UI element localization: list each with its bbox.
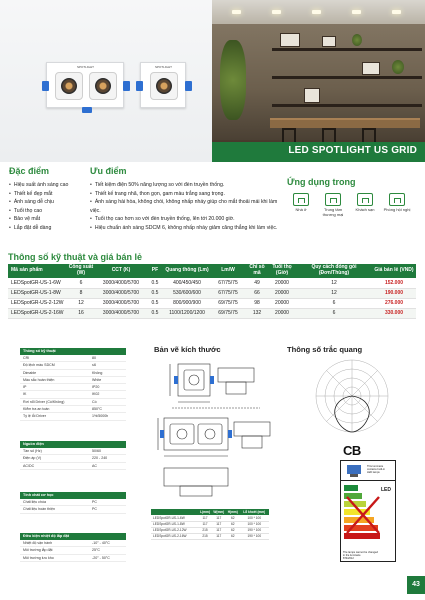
list-item: • Bảo vệ mắt <box>9 215 79 224</box>
spec-row: Độ lệch màu SDCM ≤6 <box>20 362 126 369</box>
cb-certification-mark: CB <box>343 443 361 458</box>
energy-label: This luminaire contains built-in LED lamps LED The lamps cannot be changed in the luminaire 874/2012 <box>340 460 396 562</box>
applications-title: Ứng dụng trong <box>287 177 356 187</box>
list-item: • Tuổi thọ cao <box>9 207 79 216</box>
spec-row: Nhiệt độ vận hành -10° - 40°C <box>20 540 126 547</box>
table-header-row: L(mm) W(mm) H(mm) Lỗ khoét (mm) <box>151 509 269 515</box>
app-meeting-room: Phòng hội nghị <box>382 193 412 213</box>
price: 190.000 <box>372 288 416 298</box>
shopping-mall-icon <box>325 193 341 206</box>
spec-row: Tỷ lệ lỗi Driver 1%/5000h <box>20 413 126 420</box>
list-item: • Thiết kế đẹp mắt <box>9 190 79 199</box>
list-item: • Tuổi thọ cao hơn so với đèn truyền thống, lên tới 20.000 giờ. <box>90 215 286 224</box>
box-power <box>20 441 126 470</box>
meeting-room-icon <box>389 193 405 206</box>
dimension-table <box>151 509 269 540</box>
spec-row: Màu sắc hoàn thiện White <box>20 377 126 384</box>
features-title: Đặc điểm <box>9 166 50 176</box>
list-item: • Hiệu suất ánh sáng cao <box>9 181 79 190</box>
advantages-title: Ưu điểm <box>90 166 127 176</box>
table-row: LEDSpotGR-US-2-12W 215 117 62 190 * 100 <box>151 527 269 533</box>
photometric-title: Thông số trắc quang <box>287 345 363 354</box>
banner <box>212 142 425 162</box>
price: 152.000 <box>372 278 416 288</box>
applications-icons <box>286 193 416 221</box>
hotel-icon <box>357 193 373 206</box>
table-row: LEDSpotGR-US-2-16W 215 117 62 190 * 100 <box>151 533 269 539</box>
photometric-polar-diagram <box>298 356 406 438</box>
list-item: • Hiệu chuẩn ánh sáng SDCM 6, không nhấp nháy giảm căng thẳng khi làm việc. <box>90 224 286 233</box>
interior-photo <box>212 0 425 162</box>
product-tag: SPOTLIGHT <box>155 65 173 69</box>
col-header: Quy cách đóng gói (Đơn/Thùng) <box>296 264 372 278</box>
spec-price-table <box>8 264 416 319</box>
app-hotel: Khách sạn <box>350 193 380 213</box>
energy-label-letter: LED <box>381 487 391 493</box>
table-row: LEDSpotGR-US-2-12W 12 3000/4000/5700 0.5 800/900/900 69/75/75 98 20000 6 276.000 <box>8 298 416 308</box>
features-list <box>9 181 79 233</box>
dimension-drawing <box>150 360 280 505</box>
spec-row: Chất liệu chóa PC <box>20 499 126 506</box>
table-row: LEDSpotGR-US-1-8W 8 3000/4000/5700 0.5 530/600/600 67/75/75 66 20000 12 190.000 <box>8 288 416 298</box>
spec-row: CRI 80 <box>20 355 126 362</box>
col-header: Quang thông (Lm) <box>164 264 210 278</box>
advantages-list <box>90 181 286 233</box>
page-number: 43 <box>407 576 425 594</box>
table-row: LEDSpotGR-US-1-6W 6 3000/4000/5700 0.5 400/450/450 67/75/75 49 20000 12 152.000 <box>8 278 416 288</box>
spec-row: Dimable Không <box>20 370 126 377</box>
col-header: PF <box>146 264 164 278</box>
list-item: • Tiết kiệm điện 50% năng lượng so với đèn truyền thống. <box>90 181 286 190</box>
hero <box>0 0 425 162</box>
box-technical-spec <box>20 348 126 421</box>
product-photo-panel <box>0 0 212 162</box>
list-item: • Lắp đặt dễ dàng <box>9 224 79 233</box>
col-header: Giá bán lẻ (VND) <box>372 264 416 278</box>
list-item: • Thiết kế trang nhã, thon gọn, gam màu trắng sang trọng. <box>90 190 286 199</box>
product-double-spotlight <box>46 62 124 108</box>
price: 330.000 <box>372 308 416 318</box>
spec-table-title: Thông số kỹ thuật và giá bán lẻ <box>8 252 143 262</box>
spec-row: IK IK02 <box>20 391 126 398</box>
box-physical <box>20 492 126 514</box>
spec-row: Môi trường lưu kho -20° - 50°C <box>20 555 126 562</box>
table-row: LEDSpotGR-US-2-16W 16 3000/4000/5700 0.5 1100/1200/1200 69/75/75 132 20000 6 330.000 <box>8 308 416 318</box>
table-row: LEDSpotGR-US-1-6W 117 117 62 100 * 100 <box>151 515 269 521</box>
spec-row: Môi trường lắp đặt 25°C <box>20 547 126 554</box>
spec-row: IP IP20 <box>20 384 126 391</box>
app-mall: Trung tâm thương mại <box>318 193 348 218</box>
col-header: Mã sản phẩm <box>8 264 66 278</box>
product-single-spotlight <box>140 62 186 108</box>
spec-row: Tần số (Hz) 50/60 <box>20 448 126 455</box>
box-title: Tính chất cơ học <box>20 492 126 499</box>
cross-out-icon <box>345 495 381 535</box>
banner-title: LED SPOTLIGHT US GRID <box>288 145 417 156</box>
col-header: Công suất (W) <box>66 264 96 278</box>
product-tag: SPOTLIGHT <box>77 65 95 69</box>
list-item: • Ánh sáng hài hòa, không chói, không nhấp nháy giúp cho mắt thoải mái khi làm việc. <box>90 198 286 215</box>
table-header-row <box>8 264 416 278</box>
col-header: Chỉ số mã <box>246 264 268 278</box>
spec-row: Điện áp (V) 220 - 240 <box>20 455 126 462</box>
spec-row: Kiểm tra an toàn 850°C <box>20 406 126 413</box>
col-header: CCT (K) <box>96 264 146 278</box>
spec-row: Rơi nổi Driver (Có/Không) Có <box>20 399 126 406</box>
box-title: Nguồn điện <box>20 441 126 448</box>
spec-row: Chất liệu hoàn thiện PC <box>20 506 126 513</box>
house-icon <box>293 193 309 206</box>
box-title: Điều kiện nhiệt độ lắp đặt <box>20 533 126 540</box>
box-environment <box>20 533 126 562</box>
app-home: Nhà ở <box>286 193 316 213</box>
col-header: Lm/W <box>210 264 246 278</box>
box-title: Thông số kỹ thuật <box>20 348 126 355</box>
col-header: Tuổi thọ (Giờ) <box>268 264 296 278</box>
spec-row: AC/DC AC <box>20 463 126 470</box>
price: 276.000 <box>372 298 416 308</box>
dimension-drawing-title: Bản vẽ kích thước <box>154 345 221 354</box>
table-row: LEDSpotGR-US-1-8W 117 117 62 100 * 100 <box>151 521 269 527</box>
lamp-icon <box>344 463 364 479</box>
list-item: • Ánh sáng dễ chịu <box>9 198 79 207</box>
